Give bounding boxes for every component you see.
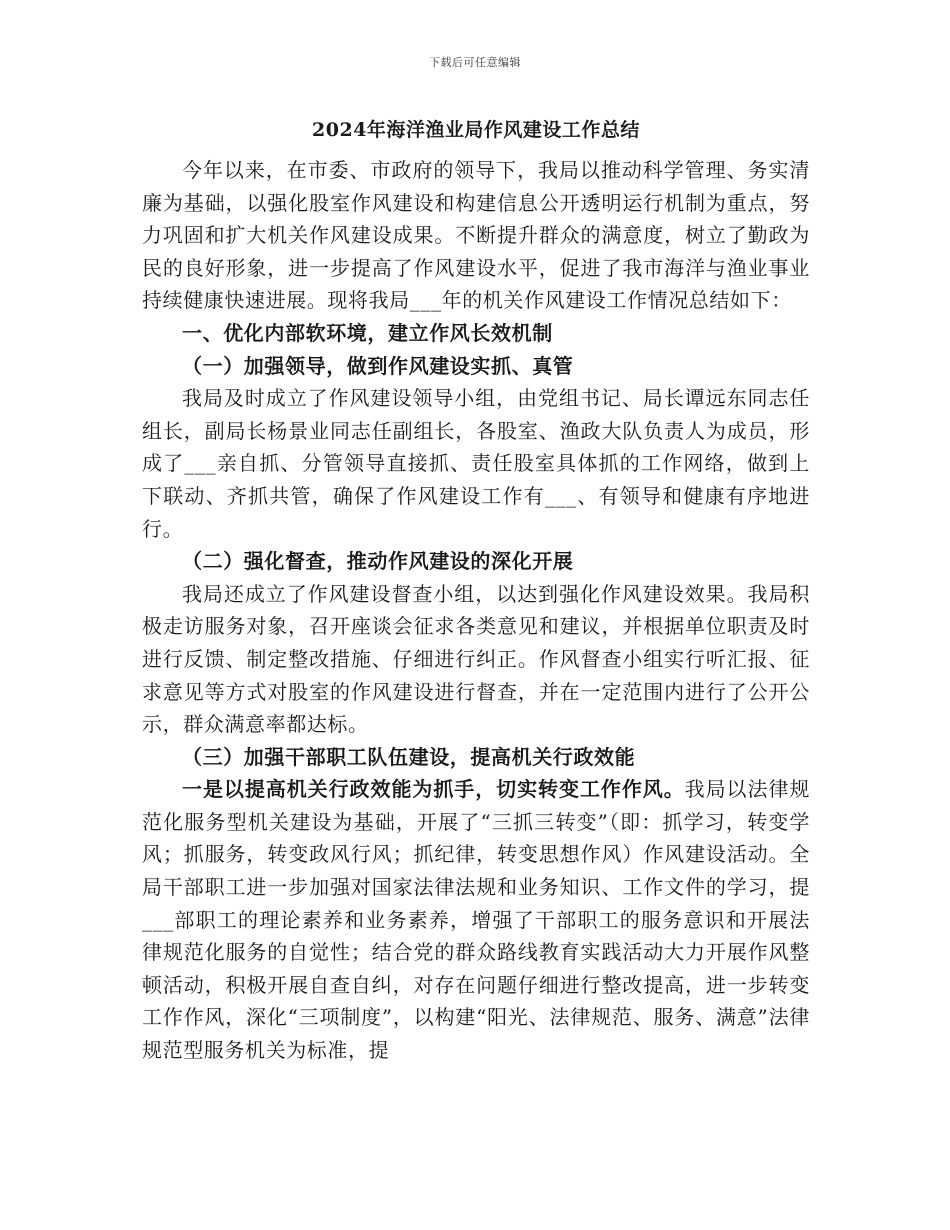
subsection-paragraph-2: 我局还成立了作风建设督查小组，以达到强化作风建设效果。我局积极走访服务对象，召开座谈会征求各类意见和建议，并根据单位职责及时进行反馈、制定整改措施、仔细进行纠正。作风督查小组实行听汇报、征求意见等方式对股室的作风建设进行督查，并在一定范围内进行了公开公示，群众满意率都达标。	[142, 581, 810, 737]
document-body	[142, 114, 810, 1067]
subsection-heading-2: （二）强化督查，推动作风建设的深化开展	[182, 549, 574, 574]
document-title: 2024年海洋渔业局作风建设工作总结	[312, 119, 640, 141]
page-header-note: 下载后可任意编辑	[429, 56, 521, 69]
paragraph-body-text: 我局以法律规范化服务型机关建设为基础，开展了“三抓三转变”（即：抓学习，转变学风；抓服务，转变政风行风；抓纪律，转变思想作风）作风建设活动。全局干部职工进一步加强对国家法律法规和业务知识、工作文件的学习，提___部职工的理论素养和业务素养，增强了干部职工的服务意识和开展法律规范化服务的自觉性；结合党的群众路线教育实践活动大力开展作风整顿活动，积极开展自查自纠，对存在问题仔细进行整改提高，进一步转变工作作风，深化“三项制度”，以构建“阳光、法律规范、服务、满意”法律规范型服务机关为标准，提	[142, 777, 810, 1063]
section-heading-1: 一、优化内部软环境，建立作风长效机制	[182, 320, 553, 345]
subsection-heading-1: （一）加强领导，做到作风建设实抓、真管	[182, 353, 574, 378]
intro-paragraph: 今年以来，在市委、市政府的领导下，我局以推动科学管理、务实清廉为基础，以强化股室作风建设和构建信息公开透明运行机制为重点，努力巩固和扩大机关作风建设成果。不断提升群众的满意度，树立了勤政为民的良好形象，进一步提高了作风建设水平，促进了我市海洋与渔业事业持续健康快速进展。现将我局___年的机关作风建设工作情况总结如下：	[142, 158, 810, 313]
subsection-paragraph-1: 我局及时成立了作风建设领导小组，由党组书记、局长谭远东同志任组长，副局长杨景业同志任副组长，各股室、渔政大队负责人为成员，形成了___亲自抓、分管领导直接抓、责任股室具体抓的工作网络，做到上下联动、齐抓共管，确保了作风建设工作有___、有领导和健康有序地进行。	[142, 386, 810, 541]
subsection-heading-3: （三）加强干部职工队伍建设，提高机关行政效能	[182, 744, 636, 769]
lead-sentence: 一是以提高机关行政效能为抓手，切实转变工作作风。	[182, 777, 685, 802]
subsection-paragraph-3	[142, 773, 810, 1066]
